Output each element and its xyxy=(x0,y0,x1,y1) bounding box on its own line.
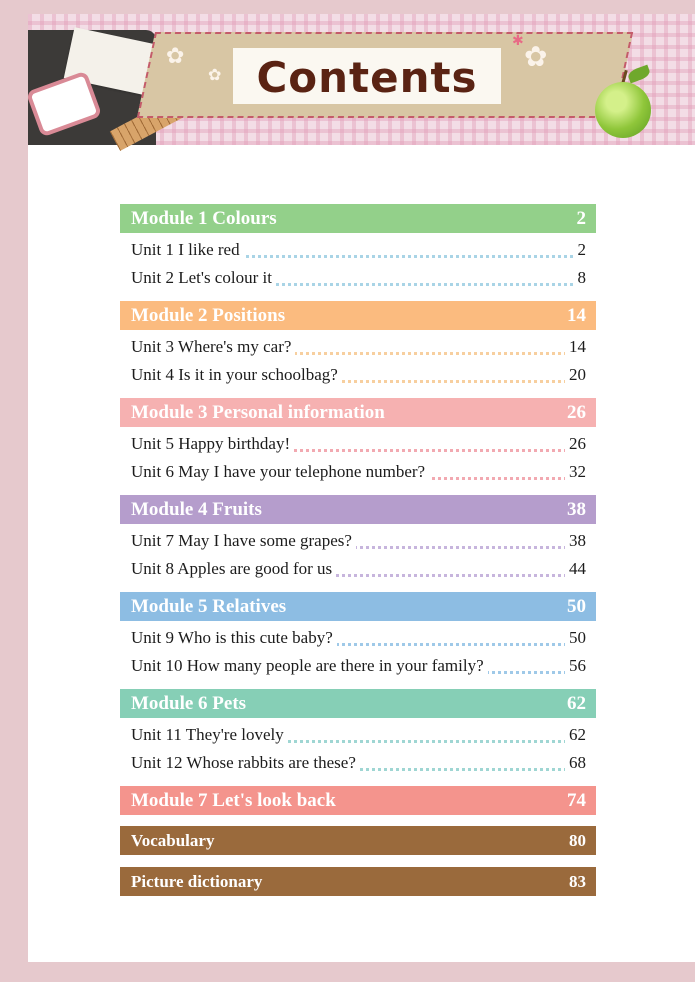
module-heading[interactable] xyxy=(120,398,596,427)
page-title: Contents xyxy=(256,53,478,102)
unit-title: Unit 4 Is it in your schoolbag? xyxy=(131,361,342,389)
module-title: Module 4 Fruits xyxy=(131,499,262,520)
spacer xyxy=(120,855,596,867)
star-icon: ✱ xyxy=(512,33,524,49)
module-title: Module 5 Relatives xyxy=(131,596,287,617)
unit-title: Unit 1 I like red xyxy=(131,236,244,264)
extra-section-heading[interactable] xyxy=(120,826,596,855)
unit-list xyxy=(120,524,596,592)
unit-page-number: 32 xyxy=(565,458,586,486)
unit-page-number: 20 xyxy=(565,361,586,389)
unit-page-number: 26 xyxy=(565,430,586,458)
apple-icon xyxy=(595,82,651,138)
flower-icon: ✿ xyxy=(524,40,548,73)
module-heading[interactable] xyxy=(120,592,596,621)
unit-entry[interactable] xyxy=(120,749,596,777)
section-page-number: 80 xyxy=(569,831,586,850)
module-title: Module 3 Personal information xyxy=(131,402,385,423)
unit-entry[interactable] xyxy=(120,721,596,749)
unit-page-number: 44 xyxy=(565,555,586,583)
unit-title: Unit 3 Where's my car? xyxy=(131,333,295,361)
unit-list xyxy=(120,621,596,689)
unit-page-number: 62 xyxy=(565,721,586,749)
module-title: Module 1 Colours xyxy=(131,208,277,229)
module-heading[interactable] xyxy=(120,495,596,524)
header-banner xyxy=(28,14,695,145)
unit-entry[interactable] xyxy=(120,527,596,555)
module-page-number: 62 xyxy=(567,693,586,714)
unit-title: Unit 9 Who is this cute baby? xyxy=(131,624,337,652)
module-page-number: 14 xyxy=(567,305,586,326)
module-page-number: 50 xyxy=(567,596,586,617)
unit-entry[interactable] xyxy=(120,652,596,680)
unit-title: Unit 8 Apples are good for us xyxy=(131,555,336,583)
module-heading[interactable] xyxy=(120,689,596,718)
module-page-number: 38 xyxy=(567,499,586,520)
unit-list xyxy=(120,718,596,786)
unit-page-number: 2 xyxy=(574,236,587,264)
module-heading[interactable] xyxy=(120,204,596,233)
unit-title: Unit 6 May I have your telephone number? xyxy=(131,458,429,486)
spacer xyxy=(120,815,596,826)
module-title: Module 2 Positions xyxy=(131,305,286,326)
module-title: Module 7 Let's look back xyxy=(131,790,336,811)
unit-title: Unit 7 May I have some grapes? xyxy=(131,527,356,555)
unit-entry[interactable] xyxy=(120,430,596,458)
module-page-number: 26 xyxy=(567,402,586,423)
unit-entry[interactable] xyxy=(120,236,596,264)
unit-page-number: 56 xyxy=(565,652,586,680)
unit-entry[interactable] xyxy=(120,264,596,292)
unit-title: Unit 5 Happy birthday! xyxy=(131,430,294,458)
flower-icon: ✿ xyxy=(208,65,222,84)
section-title: Vocabulary xyxy=(131,831,215,850)
module-title: Module 6 Pets xyxy=(131,693,247,714)
module-heading[interactable] xyxy=(120,301,596,330)
unit-list xyxy=(120,330,596,398)
unit-title: Unit 12 Whose rabbits are these? xyxy=(131,749,360,777)
unit-title: Unit 2 Let's colour it xyxy=(131,264,276,292)
unit-entry[interactable] xyxy=(120,624,596,652)
unit-entry[interactable] xyxy=(120,361,596,389)
flower-icon: ✿ xyxy=(166,44,185,69)
section-page-number: 83 xyxy=(569,872,586,891)
unit-page-number: 14 xyxy=(565,333,586,361)
unit-entry[interactable] xyxy=(120,555,596,583)
section-title: Picture dictionary xyxy=(131,872,263,891)
unit-page-number: 8 xyxy=(574,264,587,292)
unit-page-number: 38 xyxy=(565,527,586,555)
module-page-number: 2 xyxy=(576,208,586,229)
module-page-number: 74 xyxy=(567,790,586,811)
unit-entry[interactable] xyxy=(120,333,596,361)
unit-list xyxy=(120,233,596,301)
extra-section-heading[interactable] xyxy=(120,867,596,896)
module-heading[interactable] xyxy=(120,786,596,815)
unit-list xyxy=(120,427,596,495)
contents-page xyxy=(28,14,695,962)
unit-title: Unit 10 How many people are there in your family? xyxy=(131,652,488,680)
table-of-contents xyxy=(120,204,596,896)
unit-title: Unit 11 They're lovely xyxy=(131,721,288,749)
unit-page-number: 50 xyxy=(565,624,586,652)
unit-entry[interactable] xyxy=(120,458,596,486)
apple-leaf xyxy=(627,65,652,84)
unit-page-number: 68 xyxy=(565,749,586,777)
